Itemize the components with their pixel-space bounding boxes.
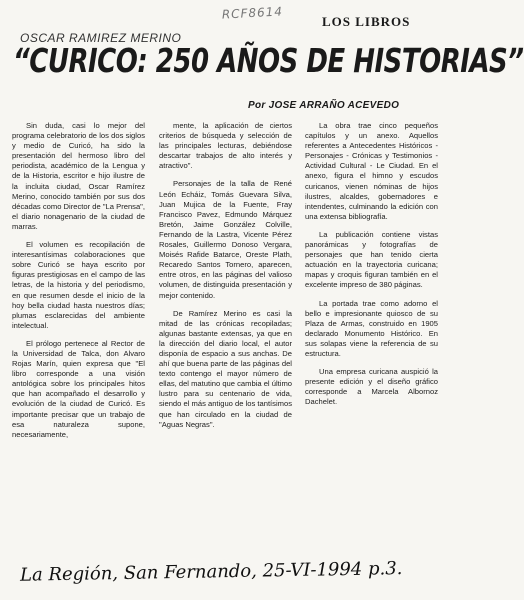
byline: Por JOSE ARRAÑO ACEVEDO [248,100,400,111]
paragraph: La obra trae cinco pequeños capítulos y un anexo. Aquellos referentes a Antecedentes Históricos - Personajes - Crónicas y Testimonios - Actividad Cultural - Le Ciudad. En el anexo, figura el himno y escudos curicanos, vienen nóminas de hijos ilustres, alcaldes, gobernadores e intendentes, culminando la edición con una extensa bibliografía. [305,121,438,221]
book-author-heading: OSCAR RAMIREZ MERINO [20,31,182,45]
article-column-3 [305,121,438,415]
paragraph: El prólogo pertenece al Rector de la Universidad de Talca, don Alvaro Rojas Marín, quien expresa que "El libro corresponde a una visión antológica sobre los principales hitos que han acompañado el desarrollo y evolución de la ciudad de Curicó. Es importante precisar que un trabajo de esa naturaleza supone, necesariamente, [12,338,145,439]
paragraph: El volumen es recopilación de interesantísimas colaboraciones que sobre Curicó se haya escrito por figuras prestigiosas en el campo de las letras, de la historia y del periodismo, en que resumen desde el inicio de la hoy bella ciudad hasta nuestros días; plumas esclarecidas del ambiente intelectual. [12,240,145,330]
paragraph: mente, la aplicación de ciertos criterios de búsqueda y selección de las principales lecturas, debiéndose descartar trabajos de alto interés y atractivo". [159,121,292,171]
section-title: LOS LIBROS [322,14,411,29]
archive-stamp: RCF8614 [221,4,284,22]
paragraph: Una empresa curicana auspició la presente edición y el diseño gráfico corresponde a Marcela Albornoz Dachelet. [305,367,438,407]
headline: “CURICO: 250 AÑOS DE HISTORIAS” [13,43,524,81]
paragraph: Personajes de la talla de René León Echáiz, Tomás Guevara Silva, Juan Mujica de la Fuente, Fray Francisco Pavez, Edmundo Márquez Bretón, Jaime González Colville, Fernando de la Lastra, Vicente Pérez Rosales, Guillermo Donoso Vergara, Moisés Rafide Batarce, Oreste Plath, Recaredo Santos Tornero, aparecen, entre otros, en las páginas del valioso volumen, de distinguida presentación y mejor contenido. [159,179,292,300]
article-column-1 [12,121,145,448]
paragraph: La portada trae como adorno el bello e impresionante quiosco de su Plaza de Armas, construido en 1905 declarado Monumento Histórico. En sus solapas viene la referencia de su estructura. [305,298,438,358]
paragraph: Sin duda, casi lo mejor del programa celebratorio de los dos siglos y medio de Curicó, ha sido la presentación del hermoso libro del periodista, académico de la Lengua y de la Historia, escritor e hijo ilustre de la incluita ciudad, Oscar Ramírez Merino, conocido también por sus dos décadas como Director de "La Prensa", el diario nonagenario de la ciudad de marras. [12,121,145,231]
handwritten-source-note: La Región, San Fernando, 25-VI-1994 p.3. [19,558,403,586]
article-column-2 [159,121,292,438]
paragraph: De Ramírez Merino es casi la mitad de las crónicas recopiladas; algunas bastante extensas, ya que en la dirección del diario local, el autor disponía de espacio a sus anchas. De ahí que buena parte de las páginas del texto contengo el mayor número de ellas, del matutino que cambia el último lustro para su centenario de vida, siendo el más antiguo de los tantísimos que han circulado en la ciudad de "Aguas Negras". [159,308,292,429]
paragraph: La publicación contiene vistas panorámicas y fotografías de personajes que han tenido cierta actuación en la trayectoria curicana; mapas y croquis figuran también en el excelente impreso de 380 páginas. [305,229,438,290]
